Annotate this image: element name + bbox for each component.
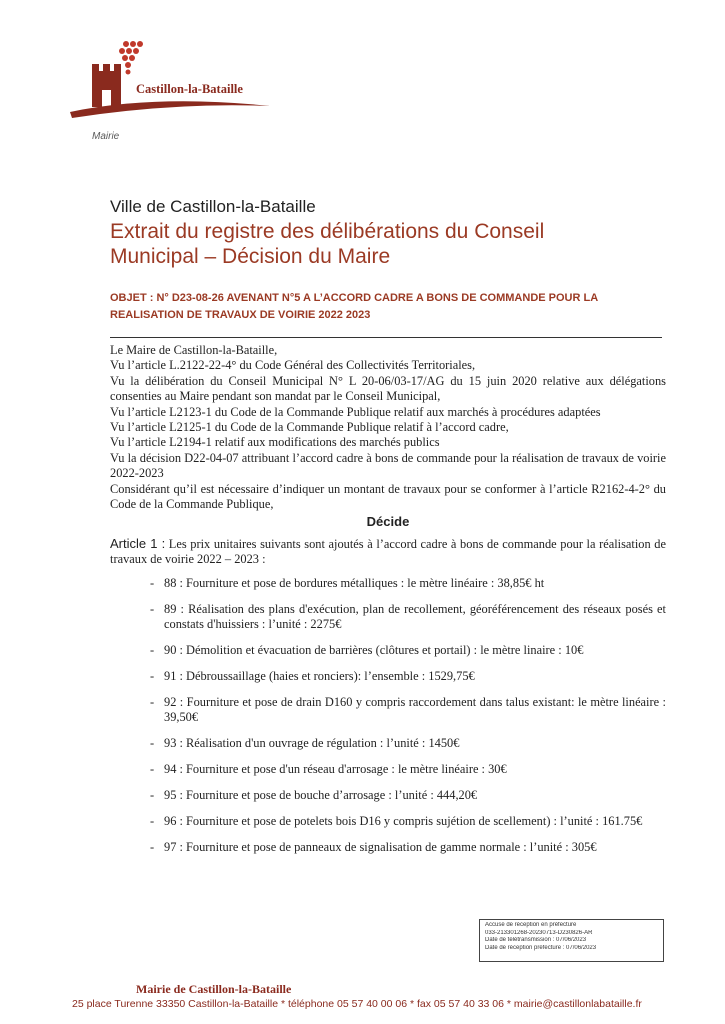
preamble-line: Vu l’article L2123-1 du Code de la Commande Publique relatif aux marchés à procédures adaptées	[110, 404, 601, 419]
footer-address: 25 place Turenne 33350 Castillon-la-Bataille * téléphone 05 57 40 00 06 * fax 05 57 40 33 06 * mairie@castillonlabataille.fr	[72, 998, 642, 1010]
article-1	[110, 536, 666, 568]
preamble-line: Vu la délibération du Conseil Municipal N° L 20-06/03-17/AG du 15 juin 2020 relative aux délégations consenties au Maire pendant son mandat par le Conseil Municipal,	[110, 373, 666, 404]
document-title-line1: Extrait du registre des délibérations du Conseil	[110, 220, 545, 243]
article-1-label: Article 1 :	[110, 535, 166, 551]
list-item: - 96 : Fourniture et pose de potelets bois D16 y compris sujétion de scellement) : l’unité : 161.75€	[110, 814, 666, 829]
logo-name: Castillon-la-Bataille	[136, 82, 243, 96]
preamble-line: Vu la décision D22-04-07 attribuant l’accord cadre à bons de commande pour la réalisation de travaux de voirie 2022-2023	[110, 450, 666, 481]
grape-icon	[119, 41, 143, 75]
preamble-line: Considérant qu’il est nécessaire d’indiquer un montant de travaux pour se conformer à l’article R2162-4-2° du Code de la Commande Publique,	[110, 481, 666, 512]
town-heading: Ville de Castillon-la-Bataille	[110, 197, 316, 216]
list-item: - 89 : Réalisation des plans d'exécution, plan de recollement, géoréférencement des réseaux posés et constats d'huissiers : l’unité : 2275€	[110, 602, 666, 633]
object-line	[110, 290, 670, 324]
castle-tower-icon	[92, 64, 121, 107]
list-item: - 94 : Fourniture et pose d'un réseau d'arrosage : le mètre linéaire : 30€	[110, 762, 666, 777]
prefecture-receipt-stamp	[479, 919, 664, 962]
logo-subtitle: Mairie	[92, 131, 120, 142]
object-line2: REALISATION DE TRAVAUX DE VOIRIE 2022 2023	[110, 309, 371, 321]
list-item: - 91 : Débroussaillage (haies et ronciers): l’ensemble : 1529,75€	[110, 669, 666, 684]
preamble-line: Vu l’article L2194-1 relatif aux modifications des marchés publics	[110, 435, 440, 450]
preamble-line: Vu l’article L.2122-22-4° du Code Général des Collectivités Territoriales,	[110, 358, 476, 373]
preamble-line: Le Maire de Castillon-la-Bataille,	[110, 343, 278, 357]
article-1-text: Les prix unitaires suivants sont ajoutés à l’accord cadre à bons de commande pour la réalisation de travaux de voirie 2022 – 2023 :	[110, 536, 666, 567]
list-item: - 93 : Réalisation d'un ouvrage de régulation : l’unité : 1450€	[110, 736, 666, 751]
stamp-line: Accusé de réception en préfecture	[485, 922, 577, 928]
price-list	[110, 576, 666, 855]
list-item: - 95 : Fourniture et pose de bouche d’arrosage : l’unité : 444,20€	[110, 788, 666, 803]
object-line1: OBJET : N° D23-08-26 AVENANT N°5 A L’ACCORD CADRE A BONS DE COMMANDE POUR LA	[110, 292, 599, 304]
stamp-line: Date de réception préfecture : 07/06/2023	[485, 944, 597, 951]
list-item: - 97 : Fourniture et pose de panneaux de signalisation de gamme normale : l’unité : 305€	[110, 840, 666, 855]
preamble-line: Vu l’article L2125-1 du Code de la Commande Publique relatif à l’accord cadre,	[110, 420, 509, 435]
decide-heading: Décide	[366, 514, 410, 530]
list-item: - 92 : Fourniture et pose de drain D160 y compris raccordement dans talus existant: le mètre linéaire : 39,50€	[110, 695, 666, 726]
list-item: - 88 : Fourniture et pose de bordures métalliques : le mètre linéaire : 38,85€ ht	[110, 576, 666, 591]
document-title-line2: Municipal – Décision du Maire	[110, 245, 391, 268]
document-body	[110, 343, 666, 866]
document-title	[110, 219, 670, 269]
stamp-line: Date de télétransmission : 07/06/2023	[485, 937, 587, 943]
list-item: - 90 : Démolition et évacuation de barrières (clôtures et portail) : le mètre linaire : 10€	[110, 643, 666, 658]
stamp-line: 033-213301268-20230713-D230826-AR	[485, 929, 593, 936]
separator-rule	[110, 337, 662, 338]
footer-name: Mairie de Castillon-la-Bataille	[136, 982, 292, 996]
